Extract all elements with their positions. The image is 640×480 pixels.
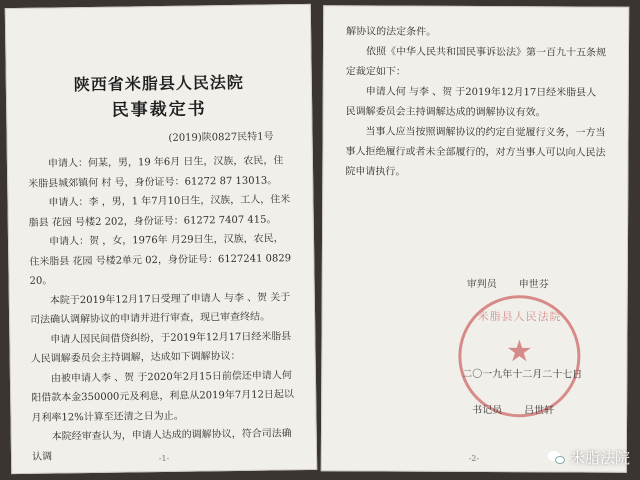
case-number: (2019)陕0827民特1号 (168, 131, 274, 144)
paragraph: 解协议的法定条件。 (346, 26, 437, 38)
paragraph: 申请人因民间借贷纠纷，于2019年12月17日经米脂县人民调解委员会主持调解，达成如下调解协议： (30, 330, 292, 365)
paragraph: 申请人：李 ，男，1 年7月10日生，汉族，工人，住米脂县 花园 号楼2 202，身份证号：61272 7407 415。 (28, 194, 291, 229)
ruling-date: 二〇一九年十二月二十七日 (462, 368, 583, 381)
judge-name: 申世芬 (518, 279, 549, 291)
document-type-title: 民事裁定书 (111, 99, 207, 121)
page2-body (345, 22, 606, 183)
clerk-signature-line (472, 401, 576, 417)
court-seal (458, 295, 581, 418)
paragraph: 申请人：贺 ，女，1976年 月29日生，汉族，农民，住米脂县 花园 号楼2单元 02，身份证号：6127241 0829 20。 (29, 233, 292, 287)
page-number: -2- (468, 453, 480, 464)
paragraph: 依照《中华人民共和国民事诉讼法》第一百九十五条规定裁定如下： (345, 46, 607, 78)
seal-text: 米脂县人民法院 (477, 310, 562, 324)
wechat-icon (548, 451, 566, 465)
page-number: -1- (158, 453, 170, 464)
document-page-2 (321, 5, 629, 473)
judge-label: 审判员 (466, 278, 497, 291)
paragraph: 当事人应当按照调解协议的约定自觉履行义务，一方当事人拒绝履行或者未全部履行的，对方当事人可以向人民法院申请执行。 (345, 126, 606, 178)
watermark (548, 447, 630, 468)
star-icon: ★ (505, 334, 533, 370)
paragraph: 本院经审查认为，申请人达成的调解协议，符合司法确认调 (31, 428, 292, 463)
document-page-1 (5, 4, 317, 474)
page1-body (28, 151, 296, 467)
paragraph: 由被申请人李 、贺 于2020年2月15日前偿还申请人何阳借款本金350000元及利息，利息从2019年7月12日起以月利率12%计算至还清之日为止。 (31, 369, 294, 424)
judge-signature-line (467, 275, 571, 291)
clerk-name: 吕世轩 (524, 405, 555, 417)
paragraph: 本院于2019年12月17日受理了申请人 与李 、贺 关于司法确认调解协议的申请并进行审查，现已审查终结。 (30, 291, 291, 326)
paragraph: 申请人：何某，男，19 年6月 日生，汉族，农民，住米脂县城郊镇何 村 号，身份证号：61272 87 13013。 (28, 155, 284, 190)
clerk-label: 书记员 (472, 404, 503, 417)
court-name: 陕西省米脂县人民法院 (73, 72, 244, 95)
watermark-text: 米脂法院 (569, 449, 630, 467)
paragraph: 申请人何 与李 、贺 于2019年12月17日经米脂县人民调解委员会主持调解达成的调解协议有效。 (345, 86, 597, 119)
